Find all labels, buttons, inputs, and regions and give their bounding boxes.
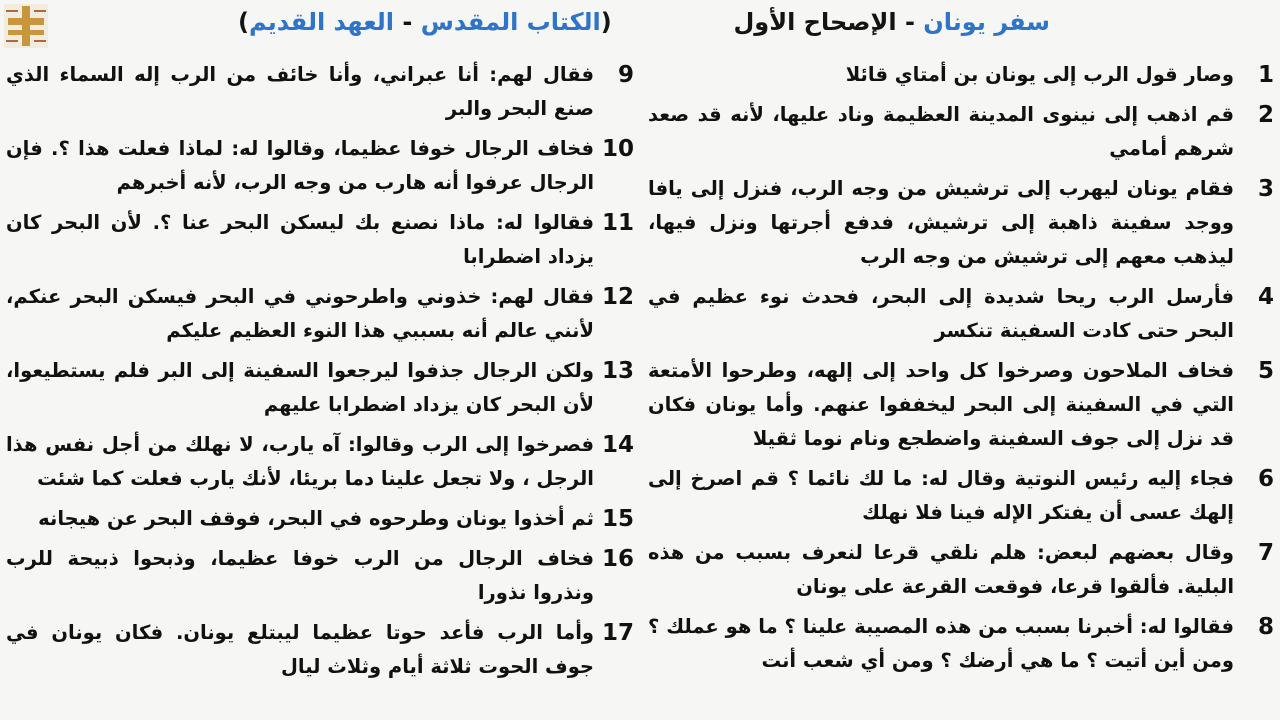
verse-number: 4 bbox=[1257, 284, 1274, 310]
verse-number: 17 bbox=[601, 620, 634, 646]
verse-text: وقال بعضهم لبعض: هلم نلقي قرعا لنعرف بسبب من هذه البلية. فألقوا قرعا، فوقعت القرعة على يونان bbox=[648, 541, 1234, 598]
verse-text: فخاف الرجال خوفا عظيما، وقالوا له: لماذا فعلت هذا ؟. فإن الرجال عرفوا أنه هارب من وجه الرب، لأنه أخبرهم bbox=[6, 137, 594, 194]
verse-number: 6 bbox=[1257, 466, 1274, 492]
verse-text: فقالوا له: ماذا نصنع بك ليسكن البحر عنا ؟. لأن البحر كان يزداد اضطرابا bbox=[6, 211, 594, 268]
bible-separator: - bbox=[402, 8, 413, 36]
close-paren: ) bbox=[238, 8, 249, 36]
verse bbox=[648, 610, 1274, 678]
verse-text: ولكن الرجال جذفوا ليرجعوا السفينة إلى البر فلم يستطيعوا، لأن البحر كان يزداد اضطرابا عليهم bbox=[6, 359, 594, 416]
open-paren: ( bbox=[600, 8, 612, 36]
verse bbox=[6, 280, 634, 348]
bible-name: الكتاب المقدس bbox=[420, 8, 601, 36]
verse-number: 5 bbox=[1257, 358, 1274, 384]
verse bbox=[6, 616, 634, 684]
verse-number: 14 bbox=[601, 432, 634, 458]
verse bbox=[6, 428, 634, 496]
verse-text: فقام يونان ليهرب إلى ترشيش من وجه الرب، فنزل إلى يافا ووجد سفينة ذاهبة إلى ترشيش، فدفع أجرتها ونزل فيها، ليذهب معهم إلى ترشيش من وجه الرب bbox=[648, 177, 1234, 268]
verse-number: 11 bbox=[601, 210, 634, 236]
verse-number: 7 bbox=[1257, 540, 1274, 566]
testament-name: العهد القديم bbox=[248, 8, 395, 36]
verse bbox=[648, 172, 1274, 274]
verse bbox=[648, 354, 1274, 456]
verse-text: فقال لهم: خذوني واطرحوني في البحر فيسكن البحر عنكم، لأنني عالم أنه بسببي هذا النوء العظيم عليكم bbox=[6, 285, 594, 342]
verses-column-right bbox=[648, 58, 1274, 720]
verse bbox=[6, 132, 634, 200]
verse-text: فجاء إليه رئيس النوتية وقال له: ما لك نائما ؟ قم اصرخ إلى إلهك عسى أن يفتكر الإله فينا فلا نهلك bbox=[648, 467, 1234, 524]
verse bbox=[648, 280, 1274, 348]
verse bbox=[648, 536, 1274, 604]
verse-number: 16 bbox=[601, 546, 634, 572]
verse-number: 13 bbox=[601, 358, 634, 384]
verse-text: قم اذهب إلى نينوى المدينة العظيمة وناد عليها، لأنه قد صعد شرهم أمامي bbox=[648, 103, 1234, 160]
verse-number: 15 bbox=[601, 506, 634, 532]
verse-number: 3 bbox=[1257, 176, 1274, 202]
verse-text: ثم أخذوا يونان وطرحوه في البحر، فوقف البحر عن هيجانه bbox=[38, 507, 594, 530]
verse-text: فخاف الرجال من الرب خوفا عظيما، وذبحوا ذبيحة للرب ونذروا نذورا bbox=[6, 547, 594, 604]
verse-text: فأرسل الرب ريحا شديدة إلى البحر، فحدث نوء عظيم في البحر حتى كادت السفينة تنكسر bbox=[648, 285, 1234, 342]
title-separator: - bbox=[904, 8, 915, 36]
verse-text: فصرخوا إلى الرب وقالوا: آه يارب، لا نهلك من أجل نفس هذا الرجل ، ولا تجعل علينا دما بريئا، لأنك يارب فعلت كما شئت bbox=[6, 433, 594, 490]
verse bbox=[6, 502, 634, 536]
verse-number: 1 bbox=[1257, 62, 1274, 88]
verse bbox=[6, 206, 634, 274]
verse bbox=[648, 462, 1274, 530]
book-name: سفر يونان bbox=[923, 8, 1050, 36]
cross-logo-icon bbox=[4, 4, 48, 48]
verse bbox=[6, 354, 634, 422]
verse-number: 2 bbox=[1257, 102, 1274, 128]
verse-text: وصار قول الرب إلى يونان بن أمتاي قائلا bbox=[845, 63, 1234, 86]
verses-column-left bbox=[6, 58, 634, 720]
verse-number: 10 bbox=[601, 136, 634, 162]
verse-text: فقالوا له: أخبرنا بسبب من هذه المصيبة علينا ؟ ما هو عملك ؟ ومن أين أتيت ؟ ما هي أرضك ؟ ومن أي شعب أنت bbox=[648, 615, 1234, 672]
verse bbox=[648, 98, 1274, 166]
verse-text: فخاف الملاحون وصرخوا كل واحد إلى إلهه، وطرحوا الأمتعة التي في السفينة إلى البحر ليخففوا عنهم. وأما يونان فكان قد نزل إلى جوف السفينة واضطجع ونام نوما ثقيلا bbox=[648, 359, 1234, 450]
verse-number: 12 bbox=[601, 284, 634, 310]
verse bbox=[6, 58, 634, 126]
bible-title bbox=[238, 8, 612, 36]
chapter-title bbox=[733, 8, 1050, 36]
verse-number: 9 bbox=[617, 62, 634, 88]
verse-text: فقال لهم: أنا عبراني، وأنا خائف من الرب إله السماء الذي صنع البحر والبر bbox=[6, 63, 594, 120]
verse-number: 8 bbox=[1257, 614, 1274, 640]
verse-text: وأما الرب فأعد حوتا عظيما ليبتلع يونان. فكان يونان في جوف الحوت ثلاثة أيام وثلاث ليال bbox=[6, 621, 594, 678]
verse bbox=[6, 542, 634, 610]
verse bbox=[648, 58, 1274, 92]
chapter-name: الإصحاح الأول bbox=[733, 8, 897, 36]
